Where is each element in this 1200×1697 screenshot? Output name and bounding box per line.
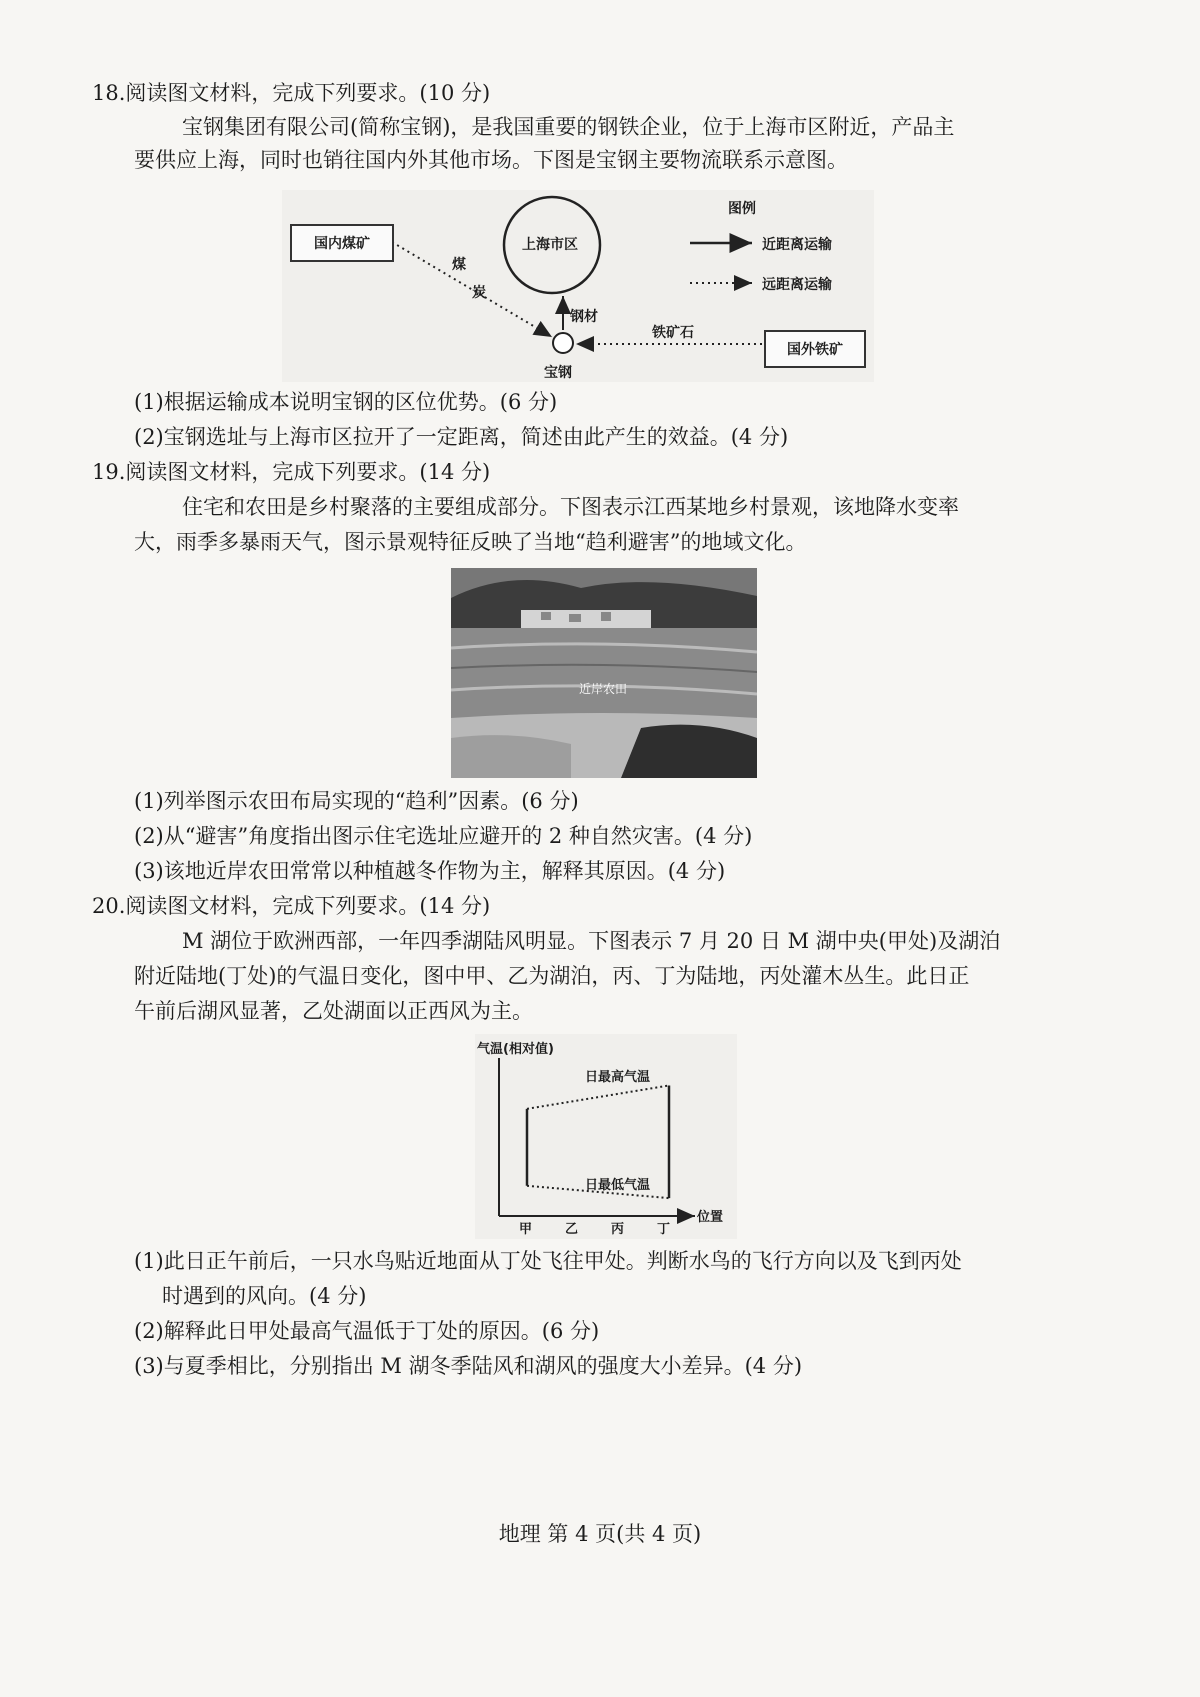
legend-title: 图例	[728, 201, 756, 217]
q20-intro-line1: M 湖位于欧洲西部，一年四季湖陆风明显。下图表示 7 月 20 日 M 湖中央(甲处)及湖泊	[182, 929, 1001, 953]
baosteel-label: 宝钢	[544, 365, 572, 381]
q18-sub2: (2)宝钢选址与上海市区拉开了一定距离，简述由此产生的效益。(4 分)	[134, 425, 789, 449]
max-temp-line	[527, 1085, 669, 1108]
coal-label-2: 炭	[472, 285, 486, 301]
domestic-coal-box: 国内煤矿	[290, 224, 394, 262]
q18-intro-line2: 要供应上海，同时也销往国内外其他市场。下图是宝钢主要物流联系示意图。	[134, 148, 848, 172]
q20-sub1-line2: 时遇到的风向。(4 分)	[162, 1284, 367, 1308]
x-tick-yi: 乙	[565, 1222, 579, 1237]
legend-near-label: 近距离运输	[762, 237, 832, 253]
steel-label: 钢材	[570, 309, 598, 325]
x-axis-label: 位置	[697, 1210, 724, 1225]
q19-header: 19.阅读图文材料，完成下列要求。(14 分)	[92, 460, 491, 484]
q18-sub1: (1)根据运输成本说明宝钢的区位优势。(6 分)	[134, 390, 558, 414]
q19-sub1: (1)列举图示农田布局实现的“趋利”因素。(6 分)	[134, 789, 579, 813]
q19-intro-line1: 住宅和农田是乡村聚落的主要组成部分。下图表示江西某地乡村景观，该地降水变率	[182, 495, 959, 519]
foreign-iron-box: 国外铁矿	[764, 330, 866, 368]
iron-ore-label: 铁矿石	[652, 325, 694, 341]
q20-sub1-line1: (1)此日正午前后，一只水鸟贴近地面从丁处飞往甲处。判断水鸟的飞行方向以及飞到丙处	[134, 1249, 962, 1273]
nearshore-field-label: 近岸农田	[579, 682, 628, 696]
q20-sub2: (2)解释此日甲处最高气温低于丁处的原因。(6 分)	[134, 1319, 600, 1343]
village-photo	[451, 568, 757, 778]
x-tick-ding: 丁	[657, 1222, 671, 1237]
q18-intro-line1: 宝钢集团有限公司(简称宝钢)，是我国重要的钢铁企业，位于上海市区附近，产品主	[182, 115, 955, 139]
min-temp-label: 日最低气温	[585, 1178, 651, 1193]
q19-sub3: (3)该地近岸农田常常以种植越冬作物为主，解释其原因。(4 分)	[134, 859, 726, 883]
village-photo-art	[451, 568, 757, 778]
q20-sub3: (3)与夏季相比，分别指出 M 湖冬季陆风和湖风的强度大小差异。(4 分)	[134, 1354, 803, 1378]
x-tick-jia: 甲	[519, 1222, 533, 1237]
x-tick-bing: 丙	[611, 1222, 625, 1237]
coal-label-1: 煤	[452, 257, 466, 273]
logistics-diagram	[282, 190, 874, 382]
q20-intro-line2: 附近陆地(丁处)的气温日变化，图中甲、乙为湖泊，丙、丁为陆地，丙处灌木丛生。此日正	[134, 964, 970, 988]
q20-intro-line3: 午前后湖风显著，乙处湖面以正西风为主。	[134, 999, 533, 1023]
q19-sub2: (2)从“避害”角度指出图示住宅选址应避开的 2 种自然灾害。(4 分)	[134, 824, 753, 848]
q19-intro-line2: 大，雨季多暴雨天气，图示景观特征反映了当地“趋利避害”的地域文化。	[134, 530, 807, 554]
q20-header: 20.阅读图文材料，完成下列要求。(14 分)	[92, 894, 491, 918]
temperature-chart	[475, 1034, 737, 1239]
y-axis-label: 气温(相对值)	[477, 1042, 554, 1057]
legend-far-label: 远距离运输	[762, 277, 832, 293]
baosteel-node	[553, 333, 573, 353]
max-temp-label: 日最高气温	[585, 1070, 651, 1085]
shanghai-label: 上海市区	[522, 237, 578, 253]
q18-header: 18.阅读图文材料，完成下列要求。(10 分)	[92, 81, 491, 105]
page-footer: 地理 第 4 页(共 4 页)	[498, 1522, 702, 1546]
